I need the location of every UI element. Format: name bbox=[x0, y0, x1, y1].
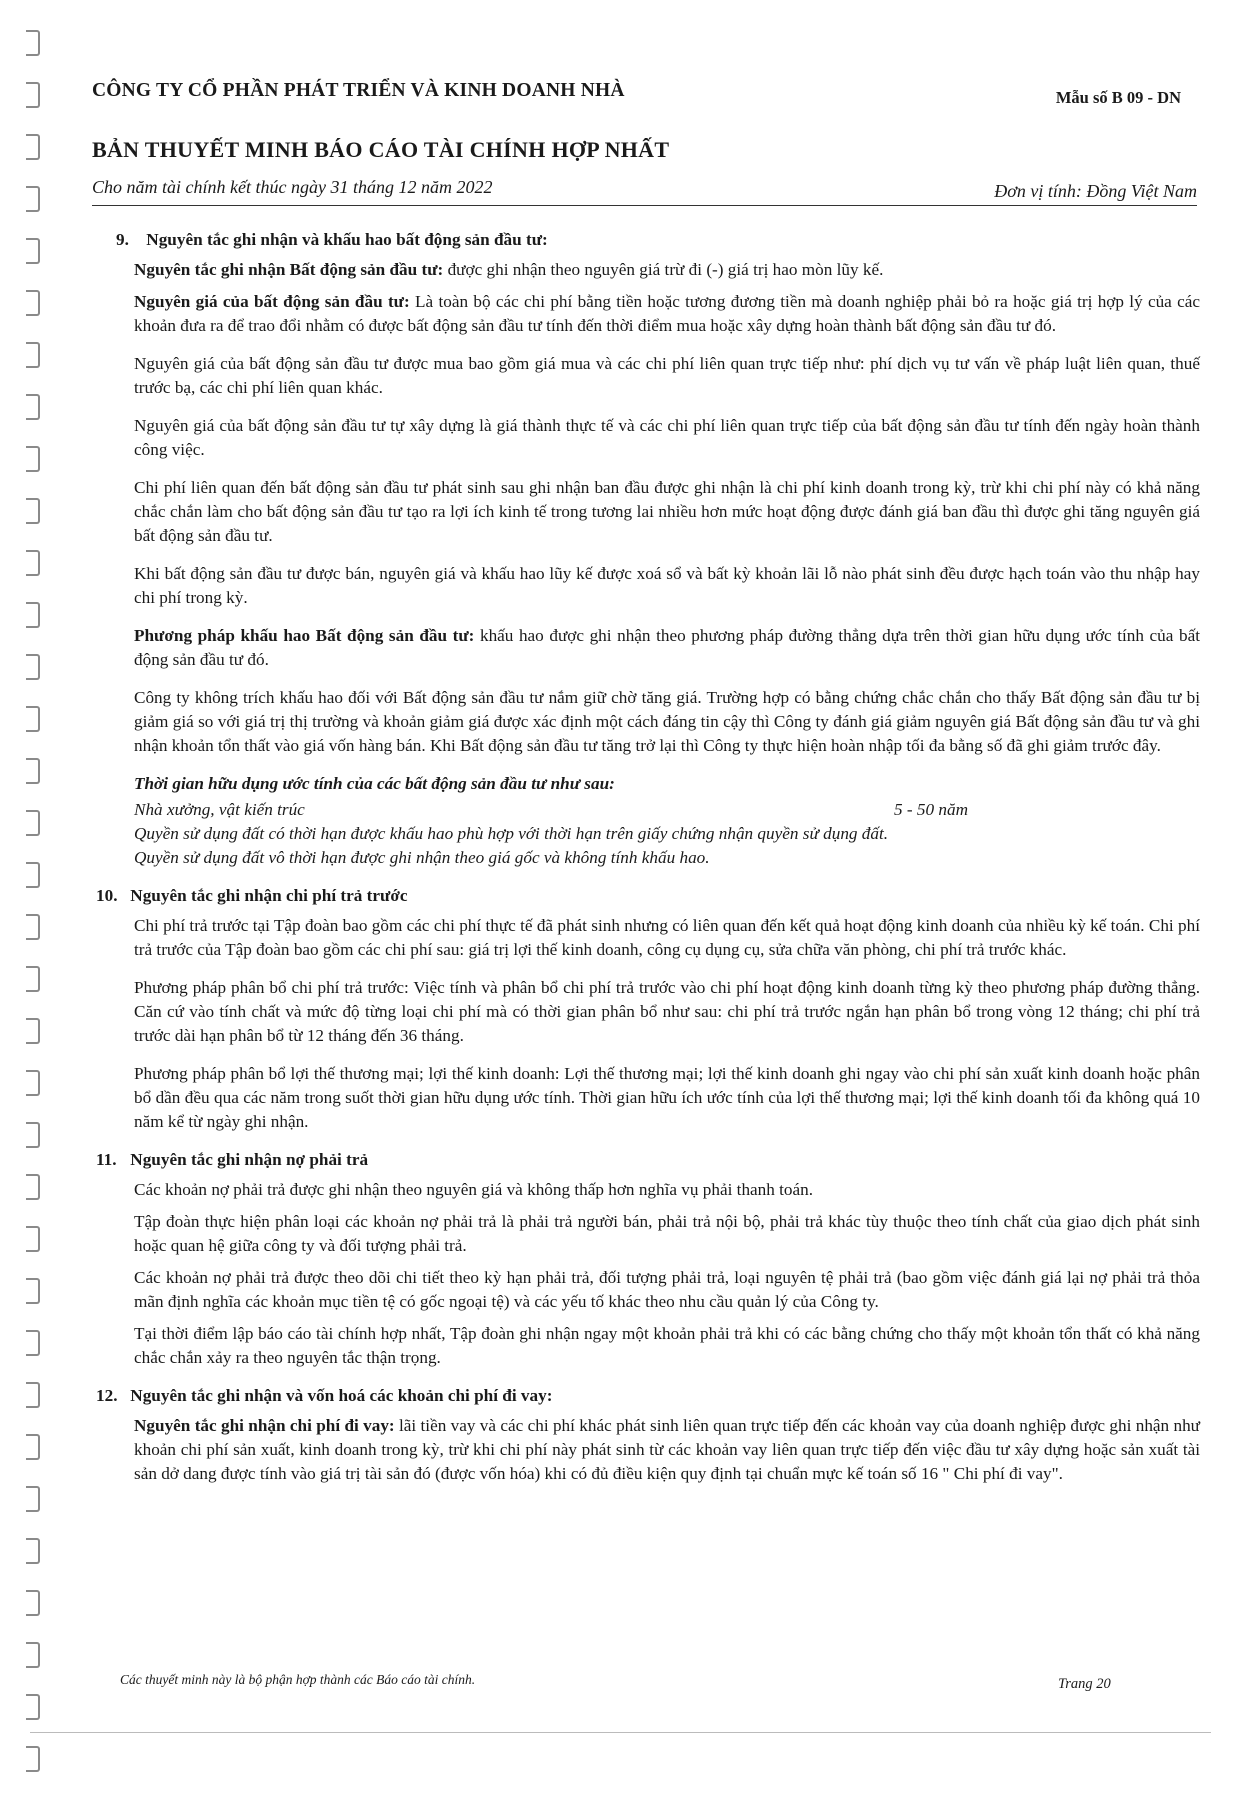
useful-life-note-text: Quyền sử dụng đất vô thời hạn được ghi nhận theo giá gốc và không tính khấu hao. bbox=[134, 848, 710, 867]
section-12 bbox=[96, 1384, 1200, 1486]
section-title: Nguyên tắc ghi nhận nợ phải trả bbox=[130, 1150, 369, 1169]
document-title: BẢN THUYẾT MINH BÁO CÁO TÀI CHÍNH HỢP NHẤT bbox=[92, 137, 670, 162]
paragraph bbox=[134, 290, 1200, 338]
paragraph-text: khấu hao được ghi nhận theo phương pháp đường thẳng dựa trên thời gian hữu dụng ước tính của bất động sản đầu tư đó. bbox=[134, 626, 1200, 669]
bottom-edge bbox=[30, 1732, 1211, 1733]
section-number: 11. bbox=[96, 1150, 117, 1169]
footer-note: Các thuyết minh này là bộ phận hợp thành các Báo cáo tài chính. bbox=[120, 1672, 476, 1687]
section-heading bbox=[96, 1148, 1200, 1172]
paragraph bbox=[134, 1414, 1200, 1486]
reporting-period: Cho năm tài chính kết thúc ngày 31 tháng 12 năm 2022 bbox=[92, 177, 493, 197]
paragraph bbox=[134, 624, 1200, 672]
company-name: CÔNG TY CỔ PHẦN PHÁT TRIỂN VÀ KINH DOANH NHÀ bbox=[92, 80, 625, 101]
section-title: Nguyên tắc ghi nhận và khấu hao bất động sản đầu tư: bbox=[146, 230, 548, 249]
paragraph-lead: Nguyên tắc ghi nhận Bất động sản đầu tư: bbox=[134, 260, 444, 279]
currency-unit: Đơn vị tính: Đồng Việt Nam bbox=[994, 181, 1197, 201]
form-number: Mẫu số B 09 - DN bbox=[1055, 88, 1181, 107]
useful-life-heading: Thời gian hữu dụng ước tính của các bất động sản đầu tư như sau: bbox=[134, 774, 615, 793]
paragraph-text: được ghi nhận theo nguyên giá trừ đi (-) giá trị hao mòn lũy kế. bbox=[443, 260, 884, 279]
paragraph: Khi bất động sản đầu tư được bán, nguyên giá và khấu hao lũy kế được xoá sổ và bất kỳ khoản lãi lỗ nào phát sinh đều được hạch toán vào thu nhập hay chi phí trong kỳ. bbox=[134, 564, 1200, 607]
useful-life-label: Nhà xưởng, vật kiến trúc bbox=[134, 800, 305, 819]
section-11 bbox=[96, 1148, 1200, 1370]
section-9 bbox=[96, 228, 1200, 884]
binder-rings bbox=[26, 30, 44, 1798]
useful-life-note bbox=[134, 822, 1200, 846]
paragraph-lead: Nguyên giá của bất động sản đầu tư: bbox=[134, 292, 410, 311]
paragraph: Chi phí liên quan đến bất động sản đầu tư phát sinh sau ghi nhận ban đầu được ghi nhận là chi phí kinh doanh trong kỳ, trừ khi chi phí này có khả năng chắc chắn làm cho bất động sản đầu tư tạo ra lợi ích kinh tế trong tương lai nhiều hơn mức hoạt động được đánh giá ban đầu thì được ghi tăng nguyên giá bất động sản đầu tư. bbox=[134, 478, 1200, 545]
section-heading bbox=[96, 1384, 1200, 1408]
useful-life-note-text: Quyền sử dụng đất có thời hạn được khấu hao phù hợp với thời hạn trên giấy chứng nhận quyền sử dụng đất. bbox=[134, 824, 889, 843]
paragraph: Nguyên giá của bất động sản đầu tư tự xây dựng là giá thành thực tế và các chi phí liên quan trực tiếp của bất động sản đầu tư tính đến ngày hoàn thành công việc. bbox=[134, 416, 1200, 459]
paragraph: Phương pháp phân bổ chi phí trả trước: Việc tính và phân bổ chi phí trả trước vào chi phí hoạt động kinh doanh từng kỳ theo phương pháp đường thẳng. Căn cứ vào tính chất và mức độ từng loại chi phí mà có thời gian phân bổ như sau: chi phí trả trước ngắn hạn phân bổ trong vòng 12 tháng; chi phí trả trước dài hạn phân bổ từ 12 tháng đến 36 tháng. bbox=[134, 978, 1200, 1045]
paragraph: Các khoản nợ phải trả được ghi nhận theo nguyên giá và không thấp hơn nghĩa vụ phải thanh toán. bbox=[134, 1180, 814, 1199]
page-number: Trang 20 bbox=[1058, 1676, 1111, 1692]
paragraph: Nguyên giá của bất động sản đầu tư được mua bao gồm giá mua và các chi phí liên quan trực tiếp như: phí dịch vụ tư vấn về pháp luật liên quan, thuế trước bạ, các chi phí liên quan khác. bbox=[134, 354, 1200, 397]
useful-life-value: 5 - 50 năm bbox=[894, 800, 968, 819]
section-heading bbox=[116, 228, 1200, 252]
paragraph-lead: Phương pháp khấu hao Bất động sản đầu tư: bbox=[134, 626, 475, 645]
header-divider bbox=[92, 205, 1197, 206]
document-body bbox=[96, 228, 1200, 1500]
paragraph: Chi phí trả trước tại Tập đoàn bao gồm các chi phí thực tế đã phát sinh nhưng có liên quan đến kết quả hoạt động kinh doanh của nhiều kỳ kế toán. Chi phí trả trước của Tập đoàn bao gồm các chi phí sau: giá trị lợi thế kinh doanh, công cụ dụng cụ, sửa chữa văn phòng, chi phí trả trước khác. bbox=[134, 916, 1200, 959]
section-title: Nguyên tắc ghi nhận chi phí trả trước bbox=[130, 886, 408, 905]
paragraph: Tại thời điểm lập báo cáo tài chính hợp nhất, Tập đoàn ghi nhận ngay một khoản phải trả khi có các bằng chứng cho thấy một khoản tổn thất có khả năng chắc chắn xảy ra theo nguyên tắc thận trọng. bbox=[134, 1324, 1200, 1367]
paragraph: Công ty không trích khấu hao đối với Bất động sản đầu tư nắm giữ chờ tăng giá. Trường hợp có bằng chứng chắc chắn cho thấy Bất động sản đầu tư bị giảm giá so với giá trị thị trường và khoản giảm giá được xác định một cách đáng tin cậy thì Công ty đánh giá giảm nguyên giá Bất động sản đầu tư và ghi nhận khoản tổn thất vào giá vốn hàng bán. Khi Bất động sản đầu tư tăng trở lại thì Công ty thực hiện hoàn nhập tối đa bằng số đã ghi giảm trước đây. bbox=[134, 688, 1200, 755]
section-number: 9. bbox=[116, 230, 129, 249]
useful-life-row bbox=[134, 798, 1200, 822]
section-10 bbox=[96, 884, 1200, 1134]
paragraph: Các khoản nợ phải trả được theo dõi chi tiết theo kỳ hạn phải trả, đối tượng phải trả, loại nguyên tệ phải trả (bao gồm việc đánh giá lại nợ phải trả thỏa mãn định nghĩa các khoản mục tiền tệ có gốc ngoại tệ) và các yếu tố khác theo nhu cầu quản lý của Công ty. bbox=[134, 1268, 1200, 1311]
paragraph-lead: Nguyên tắc ghi nhận chi phí đi vay: bbox=[134, 1416, 395, 1435]
paragraph-text: lãi tiền vay và các chi phí khác phát sinh liên quan trực tiếp đến các khoản vay của doanh nghiệp được ghi nhận như khoản chi phí sản xuất, kinh doanh trong kỳ, trừ khi chi phí này phát sinh từ các khoản vay liên quan trực tiếp đến việc đầu tư xây dựng hoặc sản xuất tài sản dở dang được tính vào giá trị tài sản đó (được vốn hóa) khi có đủ điều kiện quy định tại chuẩn mực kế toán số 16 " Chi phí đi vay". bbox=[134, 1416, 1200, 1483]
section-number: 12. bbox=[96, 1386, 118, 1405]
paragraph: Tập đoàn thực hiện phân loại các khoản nợ phải trả là phải trả người bán, phải trả nội bộ, phải trả khác tùy thuộc theo tính chất của giao dịch phát sinh hoặc quan hệ giữa công ty và đối tượng phải trả. bbox=[134, 1212, 1200, 1255]
paragraph-text: Là toàn bộ các chi phí bằng tiền hoặc tương đương tiền mà doanh nghiệp phải bỏ ra hoặc giá trị hợp lý của các khoản đưa ra để trao đổi nhằm có được bất động sản đầu tư tính đến thời điểm mua hoặc xây dựng hoàn thành bất động sản đầu tư đó. bbox=[134, 292, 1201, 335]
section-heading bbox=[96, 884, 1200, 908]
useful-life-note bbox=[134, 846, 1200, 870]
paragraph: Phương pháp phân bổ lợi thế thương mại; lợi thế kinh doanh: Lợi thế thương mại; lợi thế kinh doanh ghi ngay vào chi phí sản xuất kinh doanh hoặc phân bổ dần đều qua các năm trong suốt thời gian hữu dụng ước tính. Thời gian hữu ích ước tính của lợi thế thương mại; lợi thế kinh doanh tối đa không quá 10 năm kể từ ngày ghi nhận. bbox=[134, 1064, 1200, 1131]
paragraph bbox=[134, 258, 1200, 282]
section-number: 10. bbox=[96, 886, 118, 905]
section-title: Nguyên tắc ghi nhận và vốn hoá các khoản chi phí đi vay: bbox=[130, 1386, 553, 1405]
